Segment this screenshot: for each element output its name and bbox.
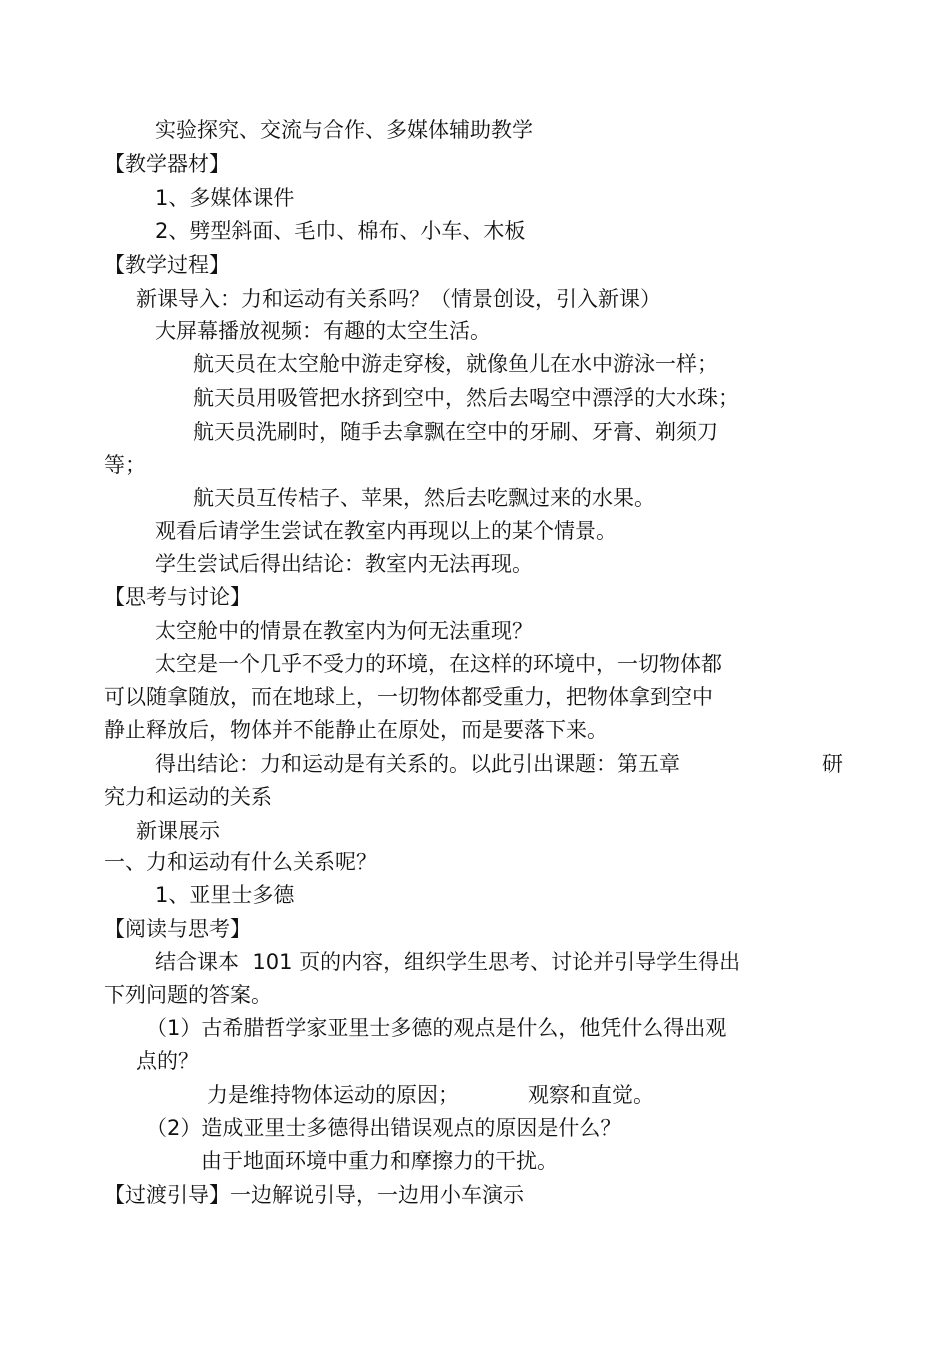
discussion-para-line-2: 可以随拿随放，而在地球上，一切物体都受重力，把物体拿到空中 xyxy=(104,685,713,709)
discussion-question: 太空舱中的情景在教室内为何无法重现？ xyxy=(155,619,533,643)
student-try-line: 观看后请学生尝试在教室内再现以上的某个情景。 xyxy=(155,519,617,543)
reading-para-line-2: 下列问题的答案。 xyxy=(104,983,272,1007)
video-line: 大屏幕播放视频：有趣的太空生活。 xyxy=(155,319,491,343)
section-heading-equipment: 【教学器材】 xyxy=(104,152,230,176)
astronaut-line-1: 航天员在太空舱中游走穿梭，就像鱼儿在水中游泳一样； xyxy=(193,352,718,376)
equipment-item-1: 1、多媒体课件 xyxy=(155,186,295,210)
reading-para-line-1: 结合课本 101 页的内容，组织学生思考、讨论并引导学生得出 xyxy=(155,950,741,974)
answer-1b: 观察和直觉。 xyxy=(528,1083,654,1107)
astronaut-line-2: 航天员用吸管把水挤到空中，然后去喝空中漂浮的大水珠； xyxy=(193,386,739,410)
astronaut-line-3-cont: 等； xyxy=(104,453,146,477)
teaching-method-line: 实验探究、交流与合作、多媒体辅助教学 xyxy=(155,118,533,142)
intro-line: 新课导入：力和运动有关系吗？（情景创设，引入新课） xyxy=(136,287,661,311)
section-heading-discussion: 【思考与讨论】 xyxy=(104,585,251,609)
discussion-para-line-3: 静止释放后，物体并不能静止在原处，而是要落下来。 xyxy=(104,718,608,742)
astronaut-line-4: 航天员互传桔子、苹果，然后去吃飘过来的水果。 xyxy=(193,486,655,510)
transition-line: 【过渡引导】一边解说引导，一边用小车演示 xyxy=(104,1183,524,1207)
conclusion-line-tail: 研 xyxy=(822,752,843,776)
student-conclusion-line: 学生尝试后得出结论：教室内无法再现。 xyxy=(155,552,533,576)
section-heading-process: 【教学过程】 xyxy=(104,253,230,277)
equipment-item-2: 2、劈型斜面、毛巾、棉布、小车、木板 xyxy=(155,219,526,243)
question-2: （2）造成亚里士多德得出错误观点的原因是什么？ xyxy=(146,1116,622,1140)
conclusion-line-cont: 究力和运动的关系 xyxy=(104,785,272,809)
conclusion-line: 得出结论：力和运动是有关系的。以此引出课题：第五章 xyxy=(155,752,680,776)
discussion-para-line-1: 太空是一个几乎不受力的环境，在这样的环境中，一切物体都 xyxy=(155,652,722,676)
section-heading-reading: 【阅读与思考】 xyxy=(104,917,251,941)
part-one-heading: 一、力和运动有什么关系呢？ xyxy=(104,850,377,874)
aristotle-heading: 1、亚里士多德 xyxy=(155,883,295,907)
new-lesson-heading: 新课展示 xyxy=(136,819,220,843)
question-1-cont: 点的？ xyxy=(136,1049,199,1073)
question-1: （1）古希腊哲学家亚里士多德的观点是什么，他凭什么得出观 xyxy=(146,1016,727,1040)
astronaut-line-3: 航天员洗刷时，随手去拿飘在空中的牙刷、牙膏、剃须刀 xyxy=(193,420,718,444)
answer-2: 由于地面环境中重力和摩擦力的干扰。 xyxy=(201,1149,558,1173)
answer-1a: 力是维持物体运动的原因； xyxy=(207,1083,459,1107)
